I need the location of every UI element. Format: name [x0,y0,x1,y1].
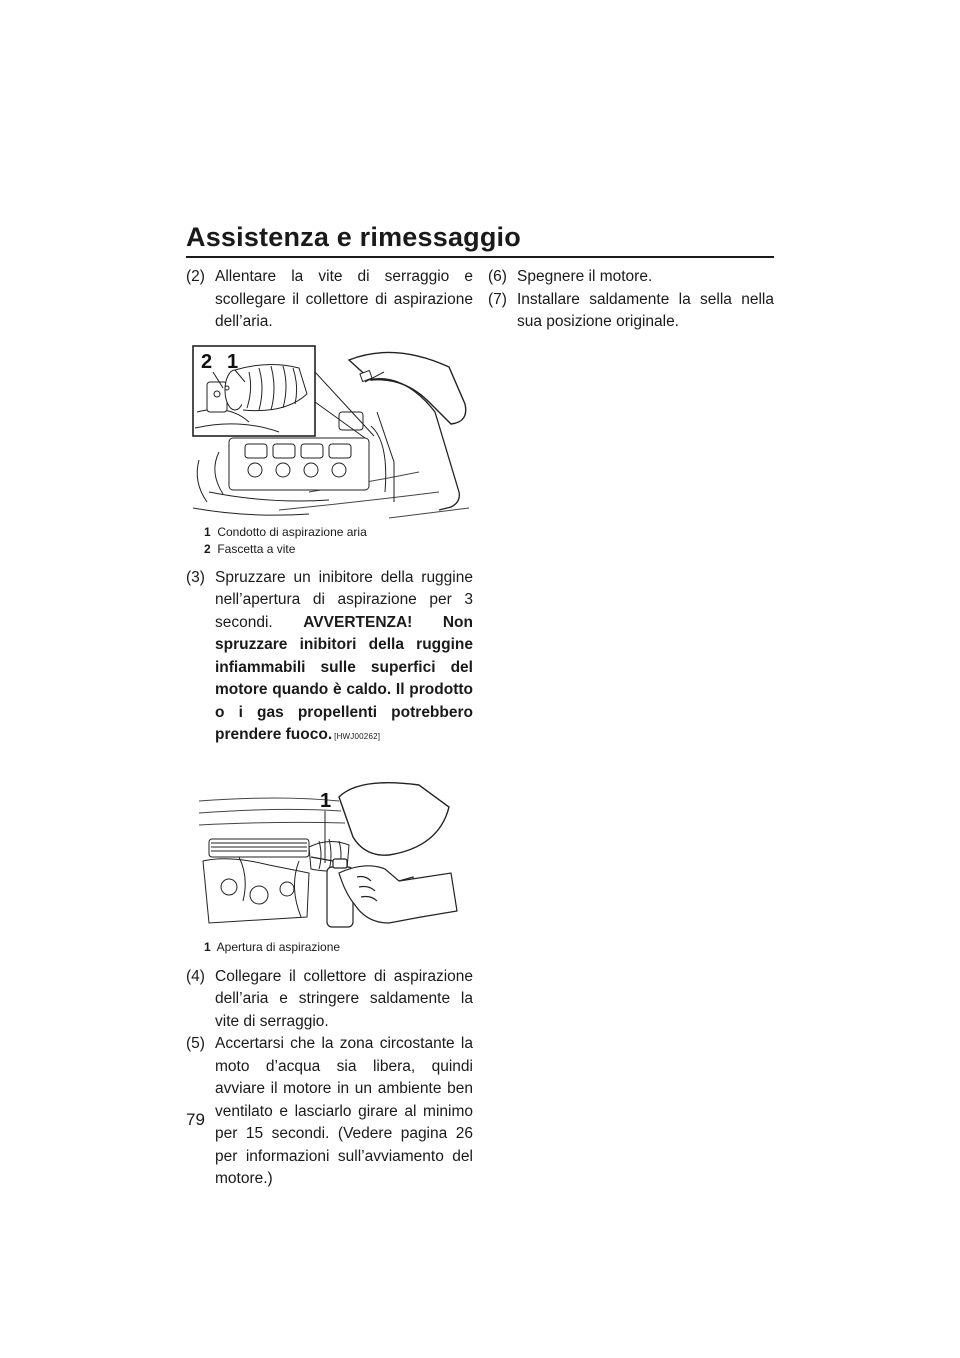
caption-item [204,939,473,956]
caption-number: 2 [204,541,211,556]
warning-code: [HWJ00262] [334,732,381,741]
caption-item [204,541,473,558]
title-rule [186,256,774,258]
step-text: Installare saldamente la sella nella sua posizione originale. [517,290,774,330]
figure2-captions [204,939,473,956]
step-3 [186,567,473,749]
callout-2: 2 [201,350,213,373]
caption-number: 1 [204,939,211,954]
figure1-captions [204,524,473,558]
step-text: Spruzzare un inibitore della ruggine nell’apertura di aspirazione per 3 secondi. [215,568,473,631]
step-number: (2) [186,268,205,285]
caption-text: Fascetta a vite [217,541,296,556]
left-column [186,266,473,1191]
step-number: (6) [488,268,507,285]
callout-1: 1 [227,350,239,373]
page-title: Assistenza e rimessaggio [186,222,521,252]
step-text: Accertarsi che la zona circostante la moto d’acqua sia libera, quindi avviare il motore in un ambiente ben ventilato e lasciarlo girare al minimo per 15 secondi. (Vedere pagina 26 per informazioni sull’avviamento del motore.) [215,1035,473,1187]
figure-intake-opening [189,777,473,937]
step-2 [186,266,473,334]
caption-number: 1 [204,524,211,539]
rust-inhibitor-spray-illustration [189,777,471,937]
step-text: Spegnere il motore. [517,268,653,285]
page-number: 79 [186,1110,205,1129]
caption-text: Condotto di aspirazione aria [217,524,367,539]
figure-intake-duct [189,342,473,522]
step-number: (4) [186,967,205,985]
step-5 [186,1033,473,1191]
step-7 [488,289,774,334]
step-number: (3) [186,568,205,586]
step-text: Allentare la vite di serraggio e scollegare il collettore di aspirazione dell’aria. [215,268,473,330]
step-number: (7) [488,290,507,308]
warning-text: AVVERTENZA! Non spruzzare inibitori della ruggine infiammabili sulle superfici del motore quando è caldo. Il prodotto o i gas propellenti potrebbero prendere fuoco. [215,613,473,743]
step-6 [488,266,774,289]
intake-duct-illustration [189,342,471,522]
step-number: (5) [186,1035,205,1052]
callout-1: 1 [320,789,332,812]
right-column [488,266,774,334]
step-4 [186,966,473,1034]
caption-text: Apertura di aspirazione [216,939,341,954]
step-text: Collegare il collettore di aspirazione dell’aria e stringere saldamente la vite di serraggio. [215,967,473,1030]
caption-item [204,524,473,541]
